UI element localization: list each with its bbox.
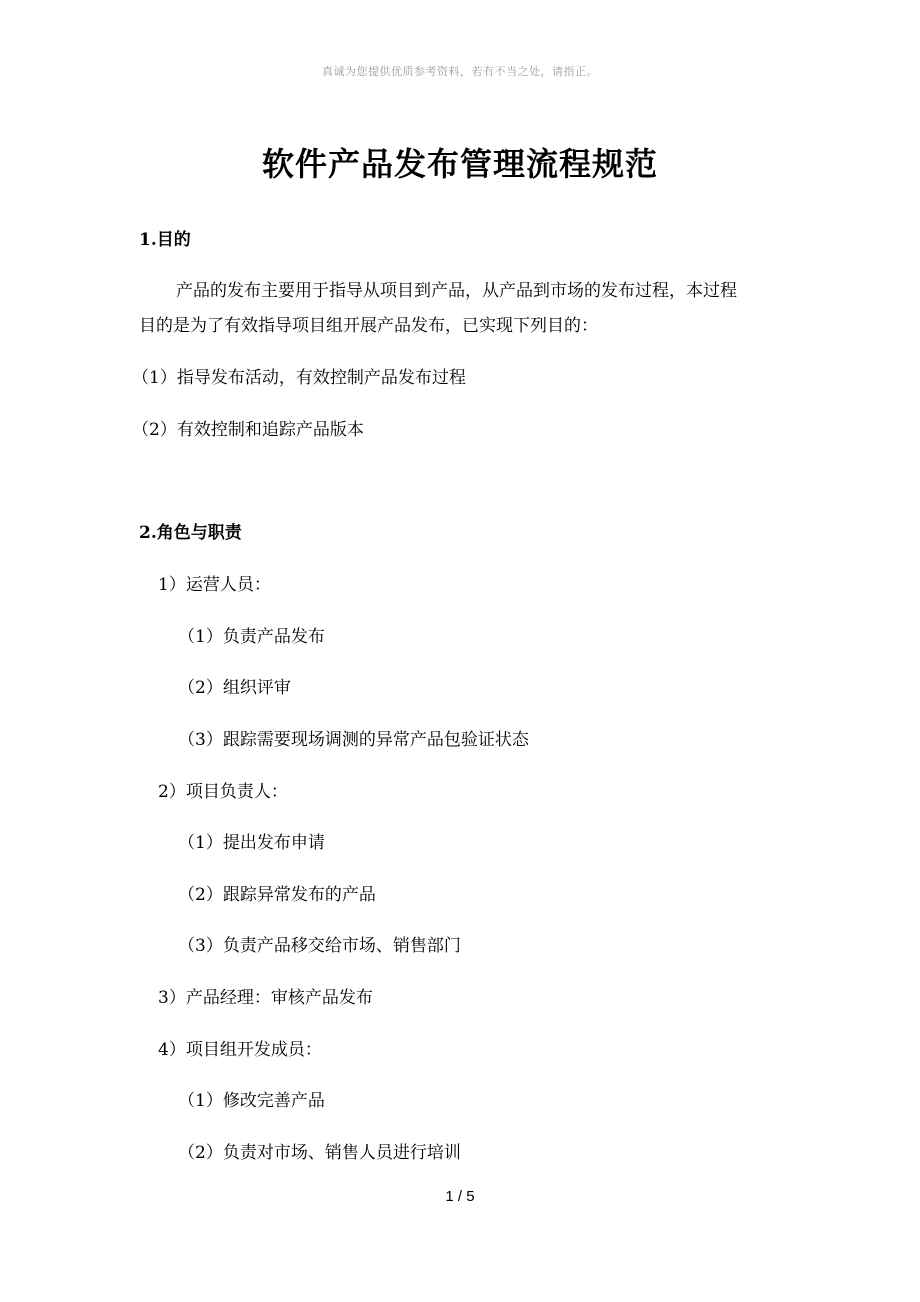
role-duty: （1）负责产品发布 — [178, 627, 325, 647]
section-heading-purpose: 1.目的 — [139, 230, 191, 250]
role-duty: （3）负责产品移交给市场、销售部门 — [178, 936, 461, 956]
role-duty: （3）跟踪需要现场调测的异常产品包验证状态 — [178, 730, 529, 750]
role-duty: （1）提出发布申请 — [178, 833, 325, 853]
role-duty: （2）组织评审 — [178, 678, 291, 698]
role-duty: （2）负责对市场、销售人员进行培训 — [178, 1143, 461, 1163]
section-heading-roles: 2.角色与职责 — [139, 523, 242, 543]
role-duty: （1）修改完善产品 — [178, 1091, 325, 1111]
purpose-item: （2）有效控制和追踪产品版本 — [132, 420, 364, 440]
document-title: 软件产品发布管理流程规范 — [261, 145, 658, 183]
purpose-paragraph-line-1: 产品的发布主要用于指导从项目到产品，从产品到市场的发布过程，本过程 — [176, 281, 737, 301]
role-label: 3）产品经理：审核产品发布 — [158, 988, 373, 1008]
purpose-paragraph-line-2: 目的是为了有效指导项目组开展产品发布，已实现下列目的： — [139, 316, 598, 336]
role-label: 4）项目组开发成员： — [158, 1040, 322, 1060]
purpose-item: （1）指导发布活动，有效控制产品发布过程 — [132, 368, 466, 388]
role-label: 2）项目负责人： — [158, 782, 288, 802]
page-number: 1 / 5 — [445, 1188, 475, 1205]
role-duty: （2）跟踪异常发布的产品 — [178, 885, 376, 905]
role-label: 1）运营人员： — [158, 575, 271, 595]
header-note: 真诚为您提供优质参考资料，若有不当之处，请指正。 — [322, 65, 598, 78]
